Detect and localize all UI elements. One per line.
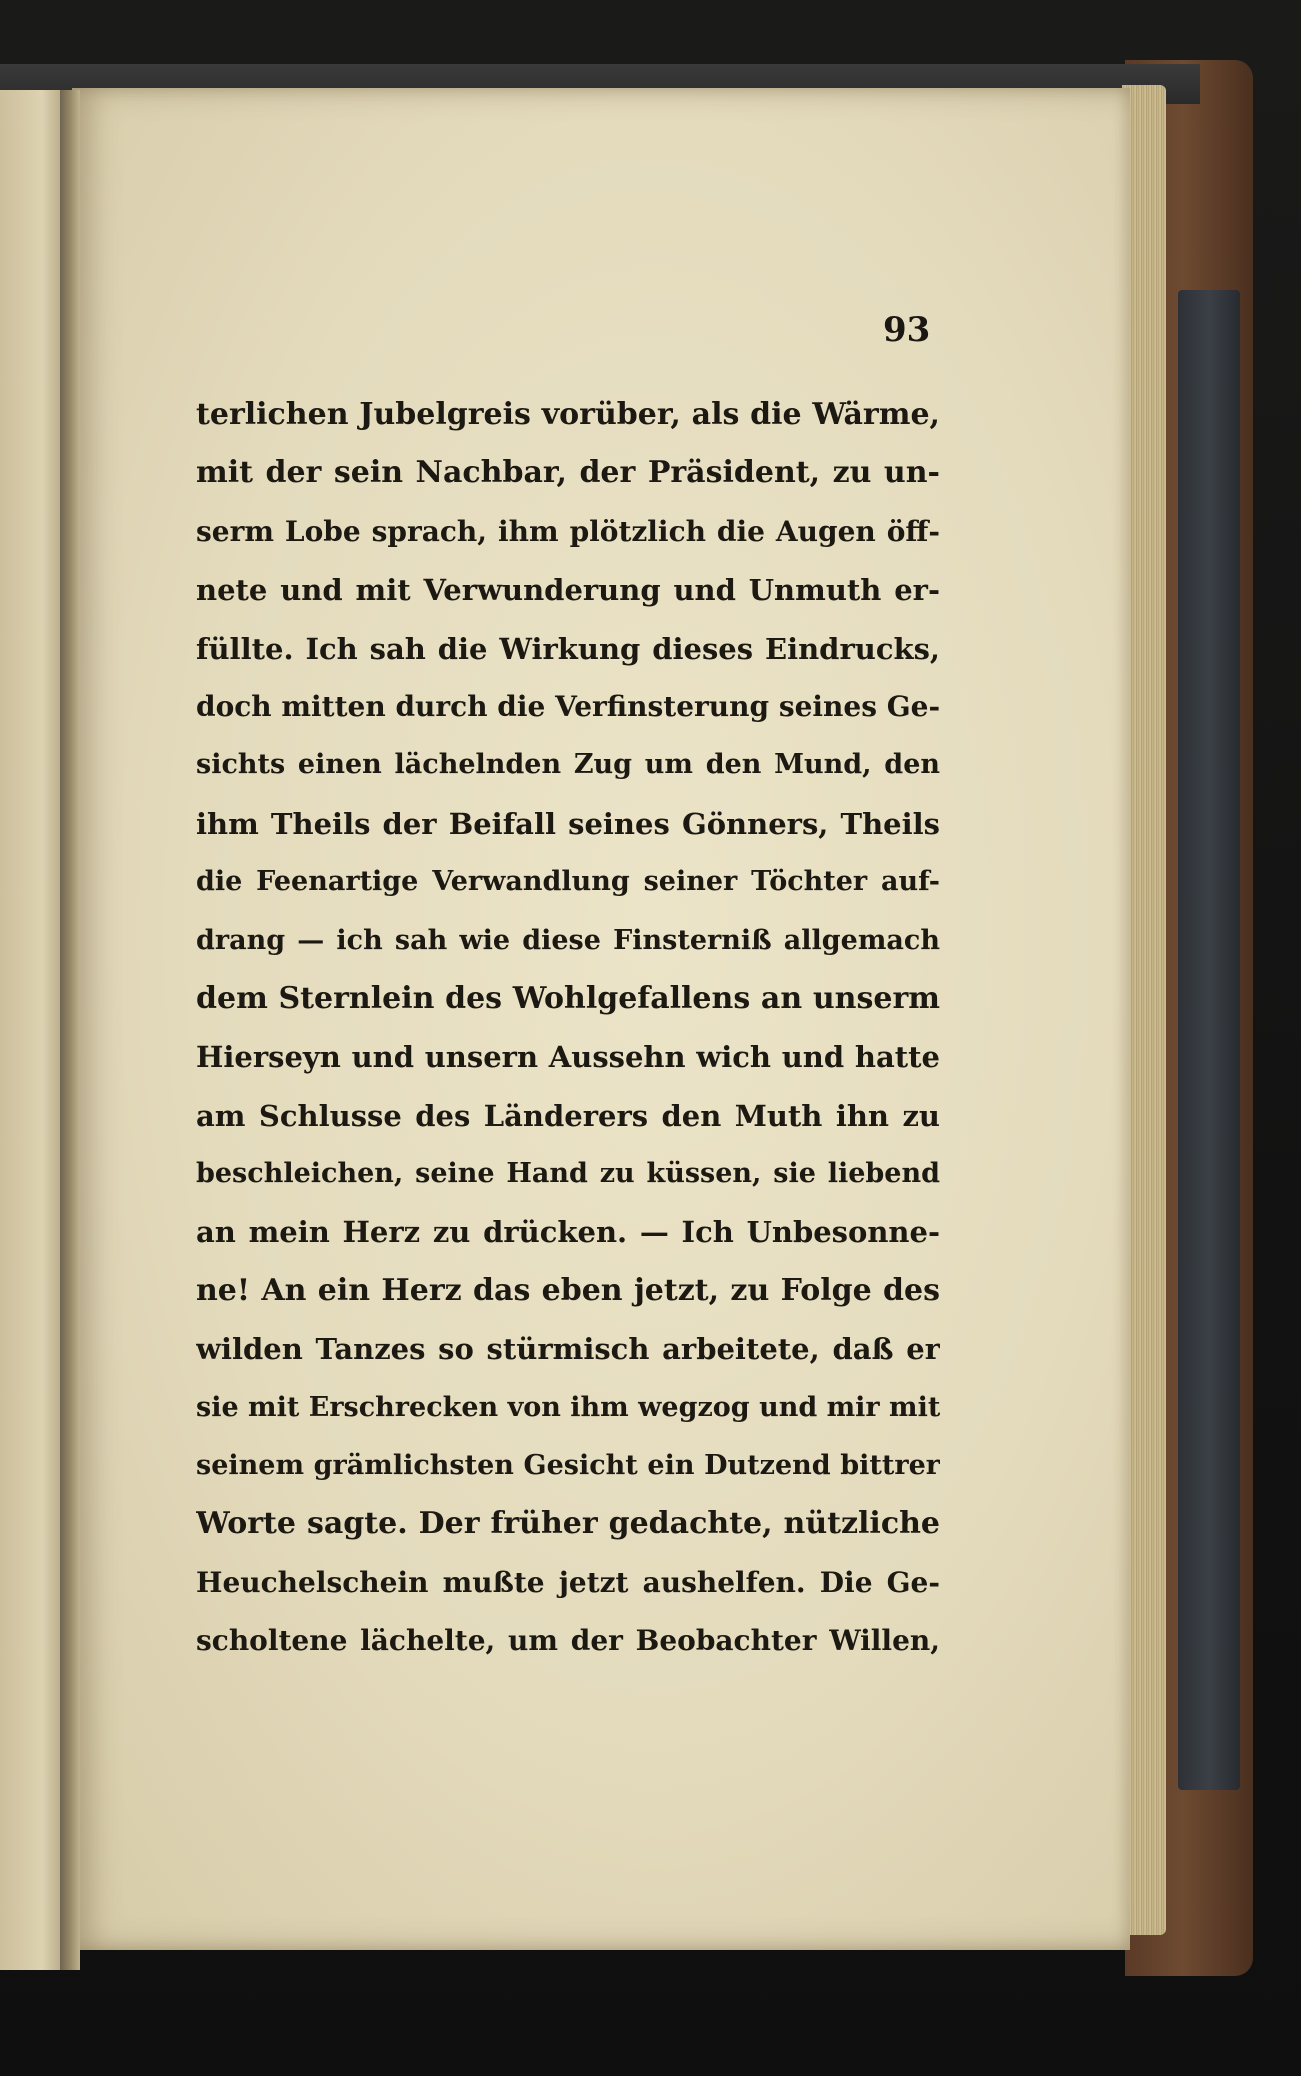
text-line: nete und mit Verwunderung und Unmuth er-: [196, 573, 940, 608]
text-line: wilden Tanzes so stürmisch arbeitete, daß er: [196, 1332, 940, 1367]
text-line: doch mitten durch die Verfinsterung seines Ge-: [196, 689, 940, 723]
text-line: Hierseyn und unsern Aussehn wich und hatte: [196, 1040, 940, 1075]
text-line: drang — ich sah wie diese Finsterniß allgemach: [196, 924, 940, 956]
text-line: dem Sternlein des Wohlgefallens an unserm: [196, 980, 940, 1016]
text-line: sie mit Erschrecken von ihm wegzog und mir mit: [196, 1391, 940, 1423]
text-line: terlichen Jubelgreis vorüber, als die Wärme,: [196, 397, 940, 432]
text-line: die Feenartige Verwandlung seiner Töchter auf-: [196, 866, 940, 898]
text-line: sichts einen lächelnden Zug um den Mund, den: [196, 749, 940, 781]
book-gutter: [60, 90, 80, 1970]
text-line: Worte sagte. Der früher gedachte, nützliche: [196, 1506, 940, 1542]
text-line: serm Lobe sprach, ihm plötzlich die Augen öff-: [196, 514, 940, 548]
text-line: seinem grämlichsten Gesicht ein Dutzend bittrer: [196, 1450, 940, 1482]
page-body-text: [196, 386, 940, 1671]
text-line: ihm Theils der Beifall seines Gönners, Theils: [196, 806, 940, 841]
text-line: Heuchelschein mußte jetzt aushelfen. Die Ge-: [196, 1565, 940, 1599]
text-line: füllte. Ich sah die Wirkung dieses Eindrucks,: [196, 631, 940, 666]
text-line: scholtene lächelte, um der Beobachter Willen,: [196, 1624, 940, 1658]
text-line: an mein Herz zu drücken. — Ich Unbesonne-: [196, 1215, 940, 1250]
text-line: beschleichen, seine Hand zu küssen, sie liebend: [196, 1158, 940, 1190]
text-line: am Schlusse des Länderers den Muth ihn zu: [196, 1098, 940, 1133]
page-number: 93: [883, 310, 931, 350]
text-line: mit der sein Nachbar, der Präsident, zu un-: [196, 455, 940, 491]
text-line: ne! An ein Herz das eben jetzt, zu Folge des: [196, 1272, 940, 1308]
book-spine-panel: [1178, 290, 1240, 1790]
